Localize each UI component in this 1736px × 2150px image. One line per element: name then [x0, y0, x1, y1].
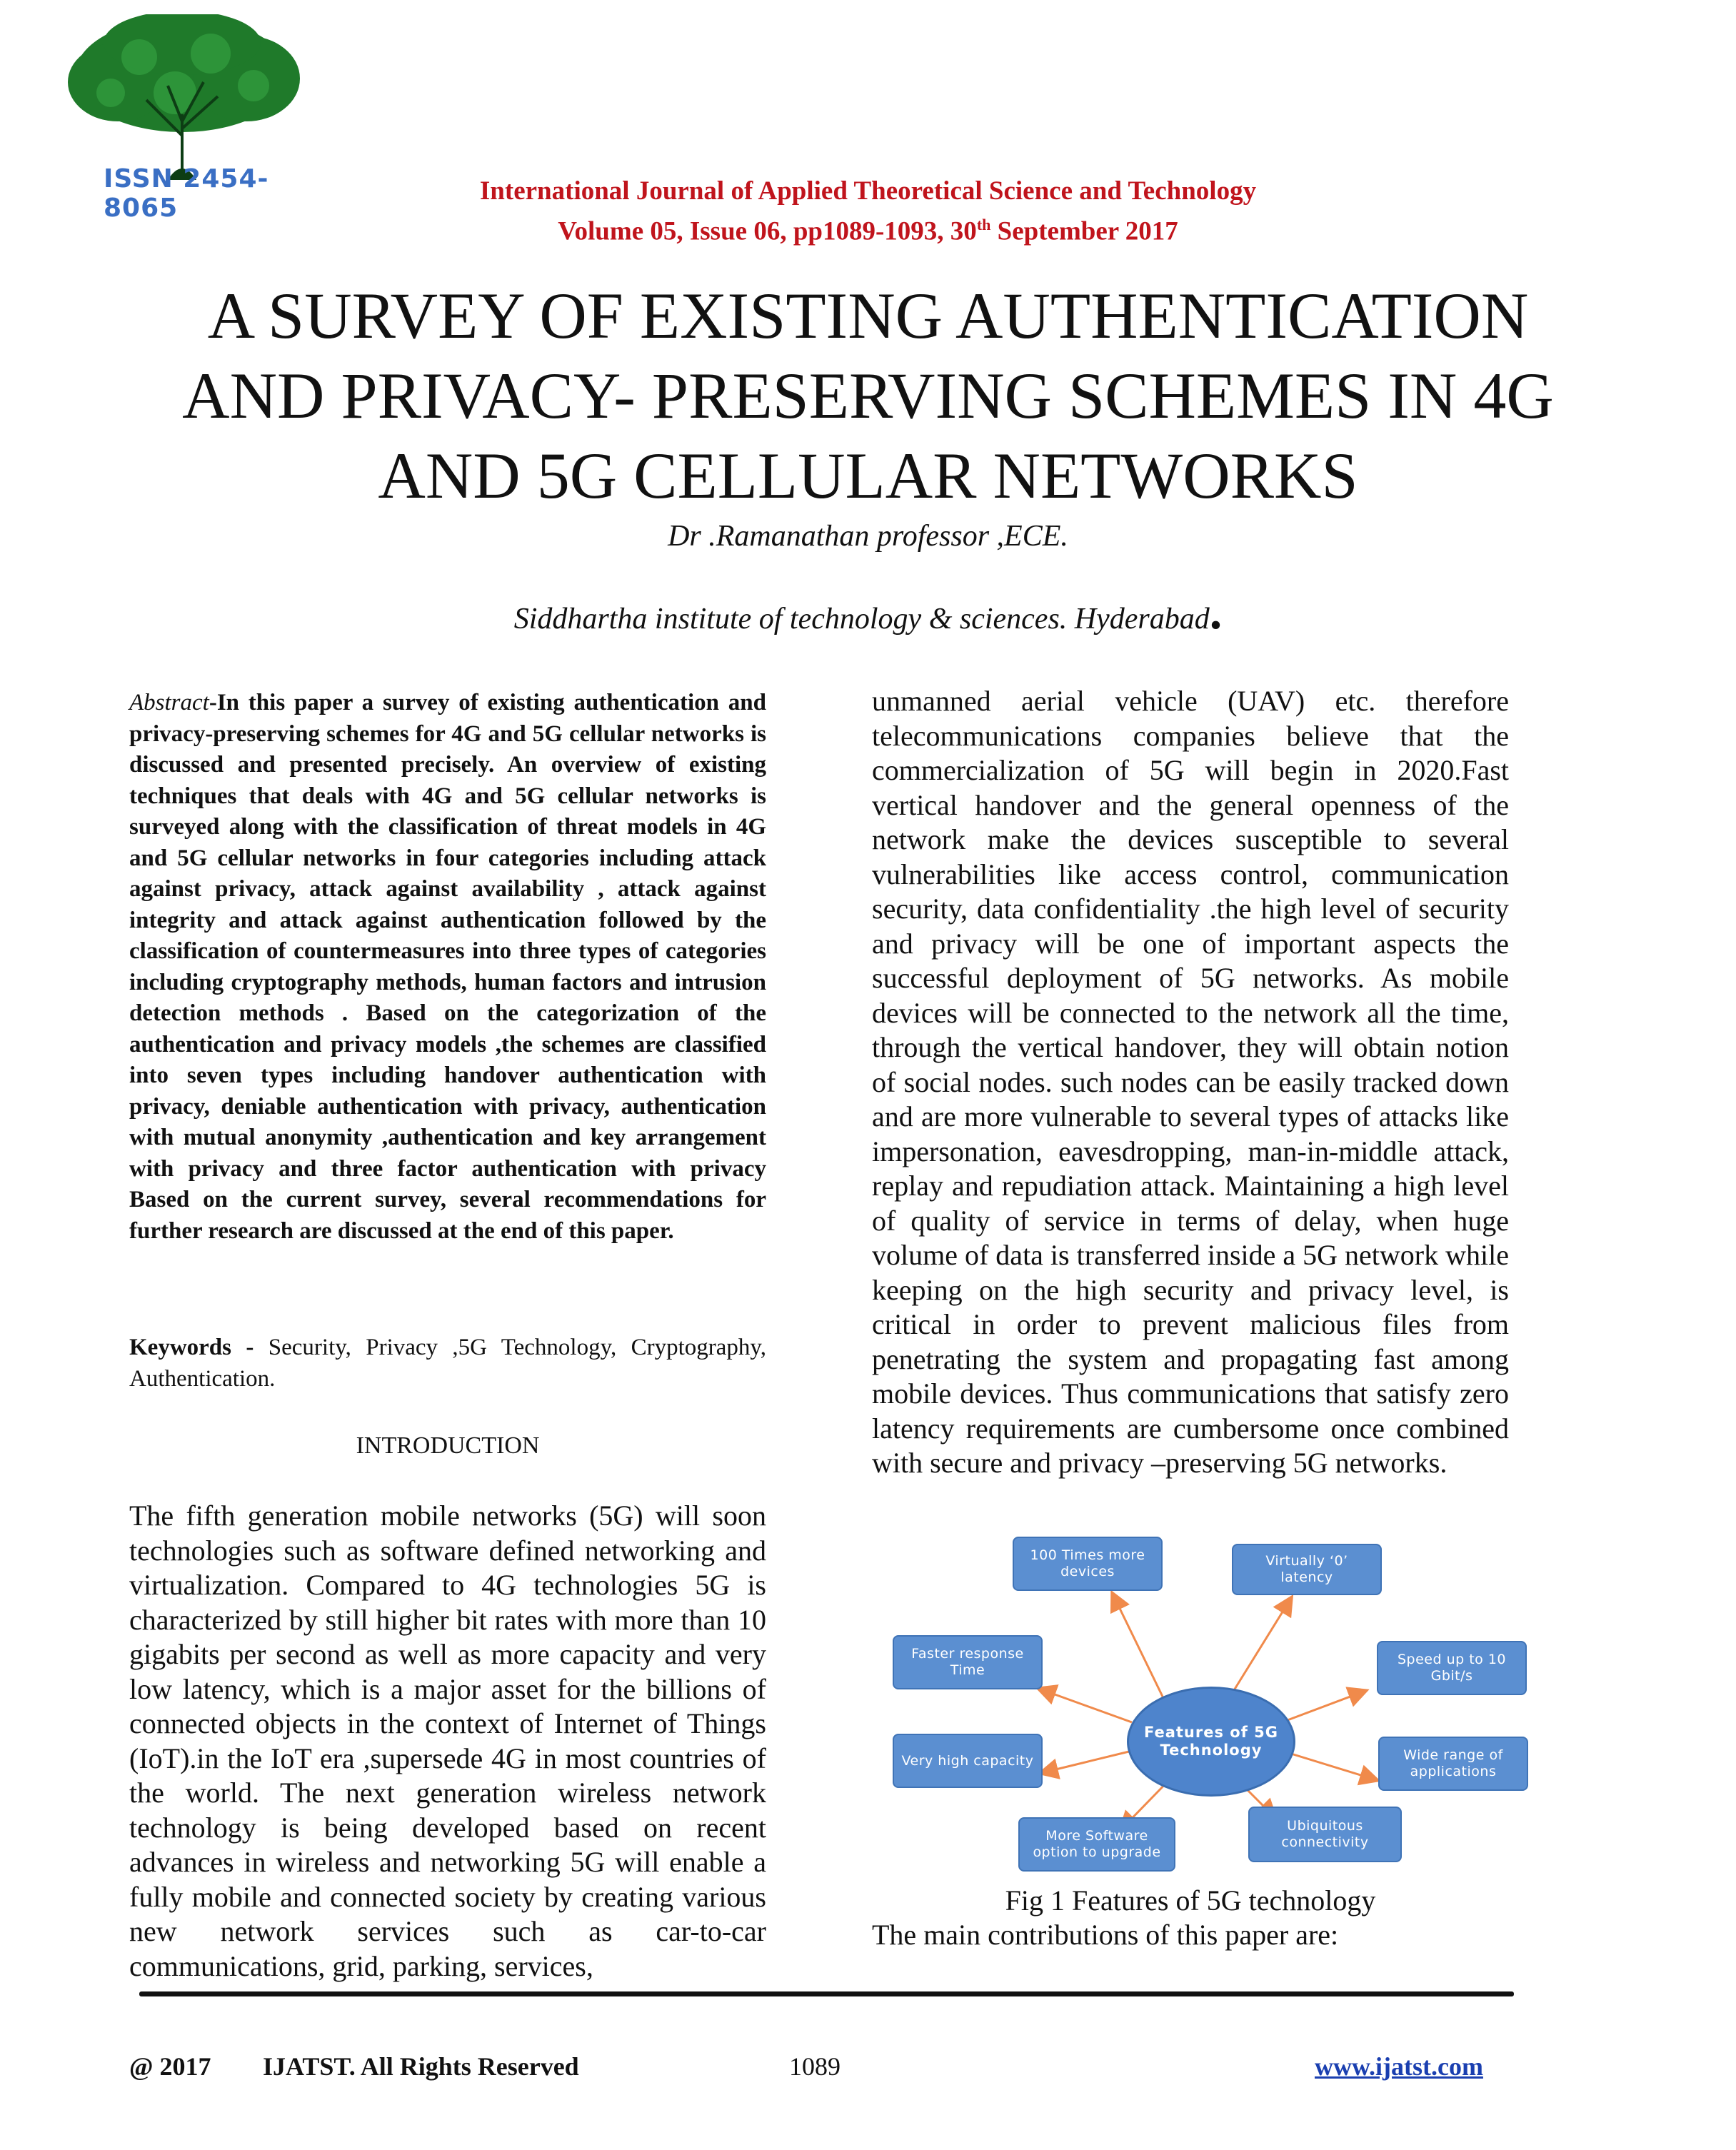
keywords-label: Keywords -: [129, 1335, 254, 1360]
volume-sup: th: [976, 216, 991, 233]
footer-rights: IJATST. All Rights Reserved: [263, 2052, 579, 2081]
author-line: Dr .Ramanathan professor ,ECE.: [668, 520, 1068, 553]
page-number: 1089: [789, 2052, 841, 2081]
affiliation-line: [0, 585, 1736, 640]
affiliation-text: Siddhartha institute of technology & sciences. Hyderabad: [513, 603, 1210, 636]
journal-name: International Journal of Applied Theoretical Science and Technology: [479, 176, 1257, 206]
keywords-text: Security, Privacy ,5G Technology, Cryptography, Authentication.: [129, 1335, 766, 1392]
website-link[interactable]: www.ijatst.com: [1315, 2052, 1483, 2081]
volume-prefix: Volume 05, Issue 06, pp1089-1093, 30: [558, 216, 977, 246]
intro-para-right: unmanned aerial vehicle (UAV) etc. therefore telecommunications companies believe that the commercialization of 5G will begin in 2020.Fast vertical handover and the general openness of the network make the devices susceptible to several vulnerabilities like access control, communication security, data confidentiality .the high level of security and privacy will be one of important aspects the successful deployment of 5G networks. As mobile devices will be connected to the network all the time, through the vertical handover, they will obtain notion of social nodes. such nodes can be easily tracked down and are more vulnerable to several types of attacks like impersonation, eavesdropping, man-in-middle attack, replay and repudiation attack. Maintaining a high level of quality of service in terms of delay, when huge volume of data is transferred inside a 5G network while keeping on the high security and privacy level, is critical in order to prevent malicious files from penetrating the system and propagating fast among mobile devices. Thus communications that satisfy zero latency requirements are cumbersome once combined with secure and privacy –preserving 5G networks.: [872, 685, 1509, 1479]
figure-caption: Fig 1 Features of 5G technology: [1005, 1884, 1376, 1917]
volume-suffix: September 2017: [990, 216, 1178, 246]
journal-volume: [0, 209, 1736, 248]
contributions-intro: The main contributions of this paper are:: [872, 1919, 1339, 1951]
feature-center-node: Features of 5G Technology: [1127, 1687, 1295, 1797]
feature-node: More Software option to upgrade: [1018, 1817, 1175, 1872]
footer-copyright: @ 2017: [129, 2052, 211, 2081]
abstract-block: [129, 688, 766, 1247]
feature-node: Virtually ‘0’ latency: [1232, 1544, 1382, 1595]
figure-5g-features: [885, 1535, 1542, 1878]
footer-divider: [139, 1991, 1514, 1996]
intro-para-left: The fifth generation mobile networks (5G) will soon technologies such as software defined networking and virtualization. Compared to 4G technologies 5G is characterized by still higher bit rates with more than 10 gigabits per second as well as more capacity and very low latency, which is a major asset for the billions of connected objects in the context of Internet of Things (IoT).in the IoT era ,supersede 4G in most countries of the world. The next generation wireless network technology is being developed based on recent advances in wireless and networking 5G will enable a fully mobile and connected society by creating various new network services such as car-to-car communications, grid, parking, services,: [129, 1500, 766, 1982]
tree-logo-icon: [68, 14, 303, 186]
affiliation-dot: .: [1209, 585, 1223, 640]
issn-label: ISSN 2454-8065: [104, 164, 269, 223]
feature-node: Ubiquitous connectivity: [1248, 1807, 1402, 1862]
abstract-label: Abstract: [129, 690, 209, 715]
feature-node: Faster response Time: [893, 1635, 1043, 1689]
paper-title-line1: A SURVEY OF EXISTING AUTHENTICATION: [207, 279, 1529, 352]
intro-heading: INTRODUCTION: [356, 1432, 540, 1459]
paper-title-line3: AND 5G CELLULAR NETWORKS: [378, 439, 1358, 512]
feature-node: Very high capacity: [893, 1734, 1043, 1788]
feature-node: Speed up to 10 Gbit/s: [1377, 1641, 1527, 1695]
keywords-block: [129, 1332, 766, 1395]
paper-title-line2: AND PRIVACY- PRESERVING SCHEMES IN 4G: [182, 359, 1554, 432]
feature-node: Wide range of applications: [1378, 1737, 1528, 1791]
feature-node: 100 Times more devices: [1013, 1537, 1163, 1591]
abstract-text: -In this paper a survey of existing authentication and privacy-preserving schemes for 4G and 5G cellular networks is discussed and presented precisely. An overview of existing techniques that deals with 4G and 5G cellular networks is surveyed along with the classification of threat models in 4G and 5G cellular networks in four categories including attack against privacy, attack against availability , attack against integrity and attack against authentication followed by the classification of countermeasures into three types of categories including cryptography methods, human factors and intrusion detection methods . Based on the categorization of the authentication and privacy models ,the schemes are classified into seven types including handover authentication with privacy, deniable authentication with privacy, authentication with mutual anonymity ,authentication and key arrangement with privacy and three factor authentication with privacy Based on the current survey, several recommendations for further research are discussed at the end of this paper.: [129, 690, 766, 1244]
